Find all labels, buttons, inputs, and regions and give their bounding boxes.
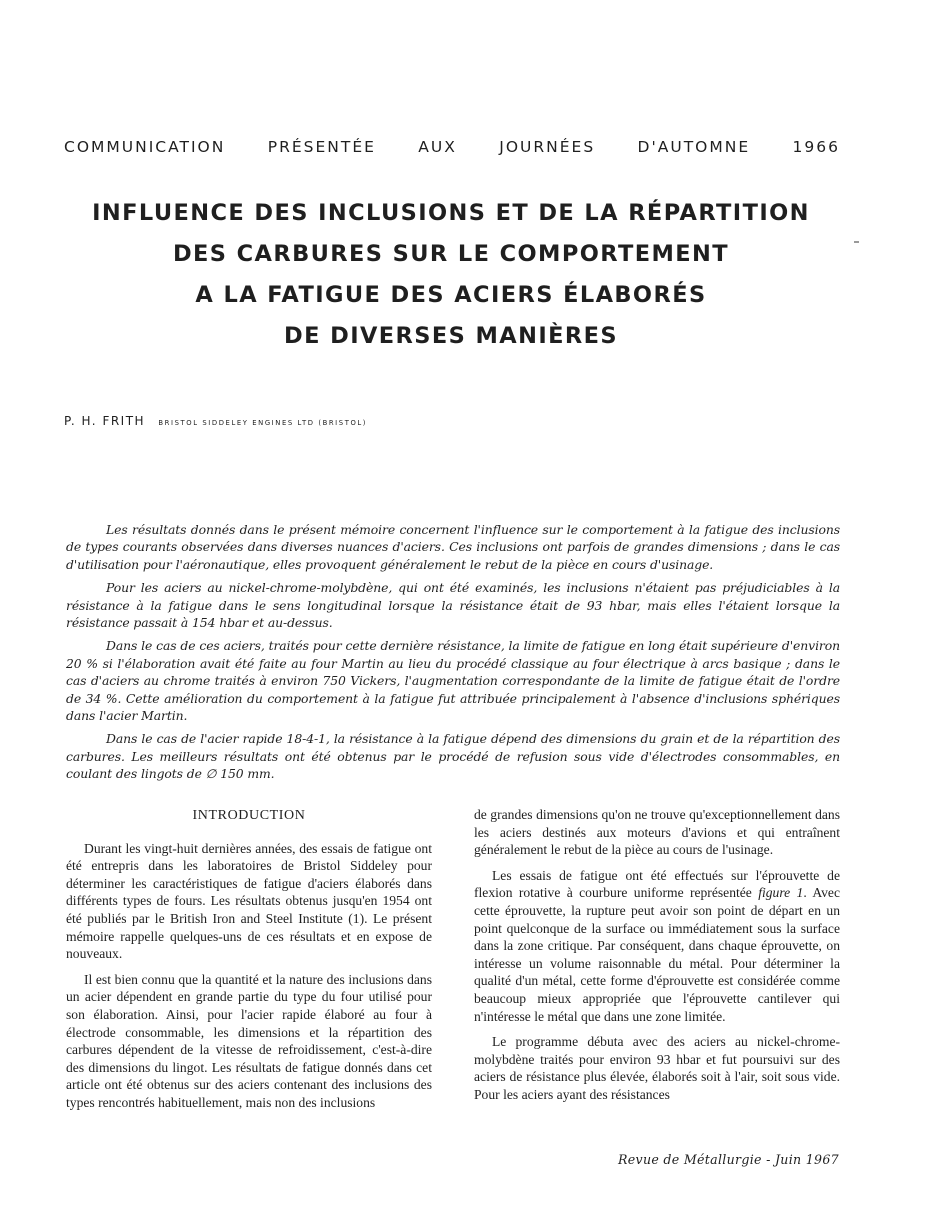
journal-footer: Revue de Métallurgie - Juin 1967 <box>618 1152 839 1167</box>
abstract-paragraph: Dans le cas de ces aciers, traités pour cette dernière résistance, la limite de fatigue en long était supérieure d'environ 20 % si l'élaboration avait été faite au four Martin au lieu du procédé classique au four électrique à arcs basique ; dans le cas d'aciers au chrome traités à environ 750 Vickers, l'augmentation correspondante de la limite de fatigue était de l'ordre de 34 %. Cette amélioration du comportement à la fatigue fut attribuée principalement à l'absence d'inclusions sphériques dans l'acier Martin. <box>66 638 840 724</box>
running-head-word: D'AUTOMNE <box>637 138 751 156</box>
abstract-paragraph: Dans le cas de l'acier rapide 18-4-1, la résistance à la fatigue dépend des dimensions du grain et de la répartition des carbures. Les meilleurs résultats ont été obtenus par le procédé de refusion sous vide d'électrodes consommables, en coulant des lingots de ∅ 150 mm. <box>66 731 840 782</box>
running-head-word: COMMUNICATION <box>64 138 226 156</box>
paragraph-text: Les essais de fatigue ont été effectués sur l'éprouvette de flexion rotative à courbure uniforme représentée <box>474 867 840 901</box>
running-head-word: AUX <box>418 138 457 156</box>
abstract <box>66 521 840 789</box>
running-head <box>64 138 840 156</box>
section-heading: INTRODUCTION <box>192 808 306 823</box>
body-paragraph: Durant les vingt-huit dernières années, des essais de fatigue ont été entrepris dans les laboratoires de Bristol Siddeley pour déterminer les caractéristiques de fatigue d'aciers élaborés dans différents types de fours. Les résultats obtenus jusqu'en 1954 ont été publiés par le British Iron and Steel Institute (1). Le présent mémoire rappelle quelques-uns de ces résultats et en expose de nouveaux. <box>66 840 432 962</box>
abstract-paragraph: Les résultats donnés dans le présent mémoire concernent l'influence sur le comportement à la fatigue des inclusions de types courants observées dans diverses nuances d'aciers. Ces inclusions ont parfois de grandes dimensions ; dans le cas d'utilisation pour l'aéronautique, elles provoquent généralement le rebut de la pièce en cours d'usinage. <box>66 522 840 572</box>
author-name: P. H. FRITH <box>64 414 146 428</box>
title-line: DE DIVERSES MANIÈRES <box>284 323 618 349</box>
abstract-paragraph: Pour les aciers au nickel-chrome-molybdène, qui ont été examinés, les inclusions n'étaient pas préjudiciables à la résistance à la fatigue dans le sens longitudinal lorsque la résistance était de 93 hbar, mais elles l'étaient lorsque la résistance passait à 154 hbar et au-dessus. <box>66 580 840 631</box>
paragraph-text: . Avec cette éprouvette, la rupture peut avoir son point de départ en un point quelconque de la surface ou immédiatement sous la surface dans la zone critique. Par conséquent, dans chaque éprouvette, on intéresse un volume raisonnable du métal. Pour déterminer la qualité d'un métal, cette forme d'éprouvette est considérée comme beaucoup mieux appropriée que l'éprouvette cantilever qui n'intéresse le métal que dans une zone limitée. <box>474 885 840 1024</box>
figure-reference: figure 1 <box>758 885 804 901</box>
paper-title <box>40 193 862 357</box>
running-head-word: JOURNÉES <box>499 138 596 156</box>
body-column-right <box>474 806 840 1112</box>
title-line: INFLUENCE DES INCLUSIONS ET DE LA RÉPARTITION <box>92 200 810 226</box>
body-column-left <box>66 806 432 1120</box>
title-line: A LA FATIGUE DES ACIERS ÉLABORÉS <box>195 282 707 308</box>
body-paragraph: Il est bien connu que la quantité et la nature des inclusions dans un acier dépendent en grande partie du type du four utilisé pour son élaboration. Ainsi, pour l'acier rapide élaboré au four à électrode consommable, les dimensions et la répartition des carbures dépendent de la vitesse de refroidissement, c'est-à-dire des dimensions du lingot. Les résultats de fatigue donnés dans cet article ont été obtenus sur des aciers contenant des inclusions des types rencontrés habituellement, mais non des inclusions <box>66 971 432 1110</box>
body-paragraph: Le programme débuta avec des aciers au nickel-chrome-molybdène traités pour environ 93 hbar et fut poursuivi sur des aciers de résistance plus élevée, élaborés soit à l'air, soit sous vide. Pour les aciers ayant des résistances <box>474 1034 840 1102</box>
body-paragraph: de grandes dimensions qu'on ne trouve qu'exceptionnellement dans les aciers destinés aux moteurs d'avions et qui entraînent généralement le rebut de la pièce au cours de l'usinage. <box>474 807 840 858</box>
title-line: DES CARBURES SUR LE COMPORTEMENT <box>172 241 730 267</box>
author-line <box>64 414 367 428</box>
running-head-word: PRÉSENTÉE <box>267 138 376 156</box>
running-head-word: 1966 <box>792 138 840 156</box>
scan-speck <box>854 241 859 243</box>
author-affiliation: BRISTOL SIDDELEY ENGINES LTD (BRISTOL) <box>158 419 368 427</box>
body-paragraph <box>474 867 840 1025</box>
